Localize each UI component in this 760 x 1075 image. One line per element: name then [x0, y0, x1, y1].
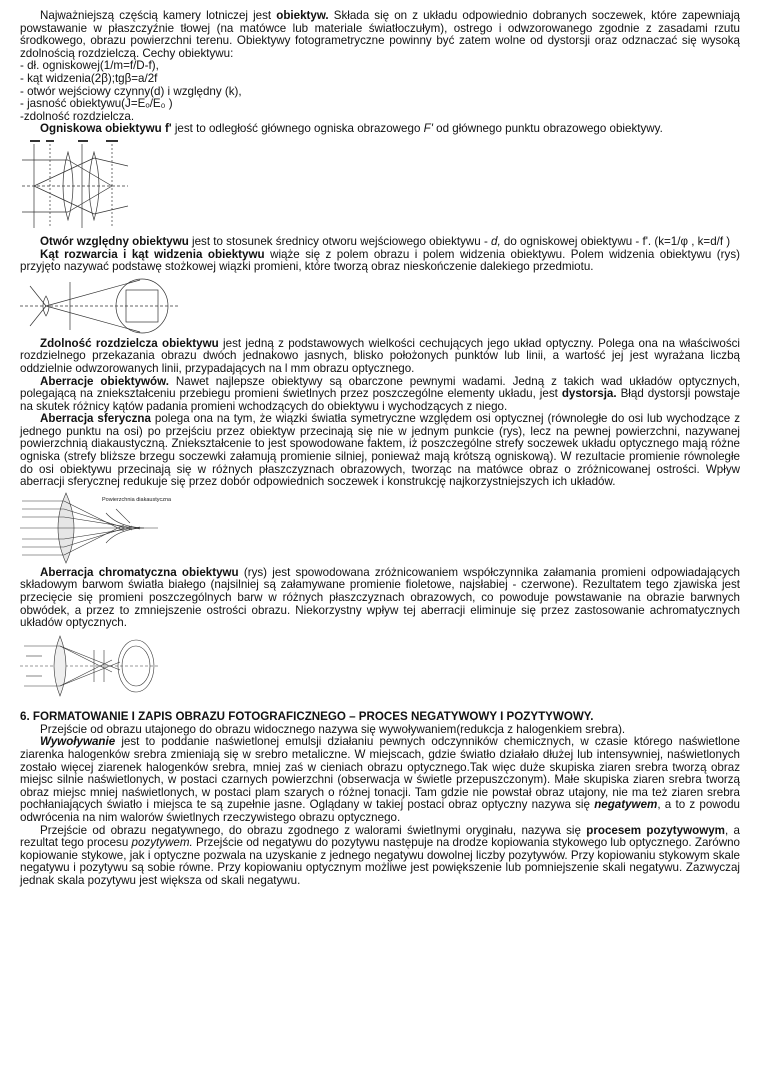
aberrations-paragraph	[20, 376, 740, 414]
intro-text-2: Składa się on z układu odpowiednio dobranych soczewek, które zapewniają powstawanie w płaszczyźnie tłowej (na matówce lub materiale światłoczułym), ostrego i odwzorowanego zgodnie z zasadami rzutu środkowego, obrazu powierzchni terenu. Obiektywy fotogrametryczne powinny być zatem wolne od dystorsji oraz odznaczać się wysoką zdolnością rozdzielczą. Cechy obiektywu:	[20, 9, 740, 60]
development-paragraph: Przejście od obrazu utajonego do obrazu widocznego nazywa się wywoływaniem(redukcja z halogenkiem srebra).	[40, 722, 626, 736]
spherical-text: polega ona na tym, że wiązki światła symetryczne względem osi optycznej (równoległe do osi lub wychodzące z jednego punktu na osi) po przejściu przez obiektyw przecinają się nie w jednym punkcie (rys), lecz na pewnej powierzchni, nazywanej powierzchnią diakaustyczną. Zniekształcenie to jest spowodowane faktem, iż poszczególne strefy soczewek układu optycznego mają różne ogniska (strefy bliższe brzegu soczewki załamują promienie silniej, ponieważ mają krótszą ogniskową). W rezultacie promienie równoległe do osi obiektywu przecinają się w różnych płaszczyznach obrazowych, tworząc na matówce obraz o zróżnicowanej ostrości. Wpływ aberracji sferycznej redukuje się przez dobór odpowiednich soczewek i konstrukcję najkorzystniejszych ich układów.	[20, 412, 740, 489]
aperture-text-2: do ogniskowej obiektywu - f'. (k=1/φ , k=d/f )	[500, 234, 731, 248]
negative-term: negatywem	[594, 798, 658, 812]
focal-length-figure	[20, 138, 130, 234]
feature-item: -zdolność rozdzielcza.	[20, 109, 135, 123]
focal-term: Ogniskowa obiektywu f'	[40, 122, 172, 136]
focal-text-1: jest to odległość głównego ogniska obrazowego	[171, 122, 424, 136]
aperture-text-1: jest to stosunek średnicy otworu wejściowego obiektywu -	[188, 234, 492, 248]
positive-italic: pozytywem.	[131, 836, 193, 850]
feature-item: - jasność obiektywu(J=Eₒ/E₀ )	[20, 97, 173, 111]
focal-italic: F'	[423, 122, 433, 136]
positive-process-paragraph	[20, 825, 740, 888]
positive-text-1: Przejście od obrazu negatywnego, do obrazu zgodnego z walorami świetlnymi oryginału, nazywa się	[40, 823, 587, 837]
resolution-paragraph	[20, 338, 740, 376]
wywolywanie-term: Wywoływanie	[40, 735, 116, 749]
field-angle-term: Kąt rozwarcia i kąt widzenia obiektywu	[40, 247, 265, 261]
spherical-aberration-paragraph	[20, 413, 740, 489]
positive-text-2: , a rezultat tego procesu	[20, 823, 741, 850]
resolution-text: jest jedną z podstawowych wielkości cechujących jego układ optyczny. Polega ona na właściwości rozdzielnego przekazania obrazu dwóch jednakowo jasnych, blisko położonych punktów lub linii, a wartość jej jest wyrażana liczbą oddzielnie odwzorowanych linii, przypadających na l mm obrazu optycznego.	[20, 336, 740, 375]
intro-paragraph	[20, 0, 740, 60]
wywolywanie-text-2: , a to z powodu odwrócenia na nim walorów świetlnych rzeczywistego obrazu optycznego.	[20, 798, 741, 824]
intro-text-1: Najważniejszą częścią kamery lotniczej jest	[40, 9, 277, 22]
spherical-aberration-figure	[20, 491, 172, 565]
aperture-term: Otwór względny obiektywu	[40, 234, 189, 248]
wywolywanie-paragraph	[20, 736, 740, 824]
field-angle-paragraph	[20, 249, 740, 274]
feature-item: - otwór wejściowy czynny(d) i względny (k),	[20, 84, 242, 98]
spherical-term: Aberracja sferyczna	[40, 412, 151, 426]
chromatic-term: Aberracja chromatyczna obiektywu	[40, 565, 239, 579]
section-title: 6. FORMATOWANIE I ZAPIS OBRAZU FOTOGRAFICZNEGO – PROCES NEGATYWOWY I POZYTYWOWY.	[20, 709, 594, 723]
focal-length-paragraph	[20, 123, 740, 136]
positive-process-term: procesem pozytywowym	[586, 823, 725, 837]
aperture-italic: d,	[491, 234, 501, 248]
aberrations-text-1: Nawet najlepsze obiektywy są obarczone pewnymi wadami. Jedną z takich wad układów optycznych, polegającą na zniekształceniu przebiegu promieni świetlnych przez poszczególne elementy układu, jest	[20, 374, 740, 401]
distortion-term: dystorsja.	[561, 387, 617, 401]
intro-bold-term: obiektyw.	[276, 9, 329, 22]
aberrations-term: Aberracje obiektywów.	[40, 374, 169, 388]
positive-text-3: Przejście od negatywu do pozytywu następuje na drodze kopiowania stykowego lub optycznego. Zarówno kopiowanie stykowe, jak i optyczne pozwala na uzyskanie z jednego negatywu dowolnej liczby pozytywów. Przy kopiowaniu stykowym skale negatywu i pozytywu są sobie równe. Przy kopiowaniu optycznym możliwe jest powiększenie lub pomniejszenie skali negatywu. Zazwyczaj jednak skala pozytywu jest większa od skali negatywu.	[20, 836, 740, 887]
wywolywanie-text-1: jest to poddanie naświetlonej emulsji działaniu pewnych odczynników chemicznych, w czasie którego naświetlone ziarenka halogenków srebra zmieniają się w srebro metaliczne. W miejscach, gdzie światło działało dłużej lub intensywniej, naświetlonych zostało więcej ziarenek halogenków srebra, mniej zaś w cieniach obrazu optycznego.Tak więc duże skupiska ziaren srebra tworzą obraz miejsc silnie naświetlonych, w postaci czarnych powierzchni (obserwacja w świetle przepuszczonym). Małe skupiska ziaren srebra tworzą obraz miejsc mniej naświetlonych, w postaci plam szarych o różnej tonacji. Tam gdzie nie powstał obraz utajony, nie ma też ziaren srebra pochłaniających światło i miejsca te są zupełnie jasne. Oglądany w takiej postaci obraz optyczny nazywa się	[20, 735, 740, 812]
field-angle-text: wiąże się z polem obrazu i polem widzenia obiektywu. Polem widzenia obiektywu (rys) przyjęto nazywać podstawę stożkowej wiązki promieni, które tworzą obraz nieskończenie dalekiego przedmiotu.	[20, 247, 740, 274]
focal-text-2: od głównego punktu obrazowego obiektywy.	[432, 122, 663, 136]
chromatic-aberration-figure	[20, 632, 160, 698]
resolution-term: Zdolność rozdzielcza obiektywu	[40, 336, 219, 350]
chromatic-text: (rys) jest spowodowana zróżnicowaniem współczynnika załamania promieni odpowiadających składowym barwom światła białego (najsilniej są załamywane promienie fioletowe, najsłabiej - czerwone). Rezultatem tego zjawiska jest przecięcie się promieni poszczególnych barw w różnych płaszczyznach obrazowych, co powoduje powstawanie na obrazie barwnych obwódek, a przez to zmniejszenie ostrości obrazu. Niekorzystny wpływ tej aberracji eliminuje się przez zastosowanie achromatycznych układów optycznych.	[20, 565, 740, 630]
chromatic-aberration-paragraph	[20, 567, 740, 630]
aberrations-text-2: Błąd dystorsji powstaje na skutek różnicy kątów padania promieni wchodzących do obiektywu i wychodzących z niego.	[20, 387, 740, 413]
field-of-view-figure	[20, 276, 180, 336]
lens-features-list	[20, 60, 740, 123]
feature-item: - kąt widzenia(2β);tgβ=a/2f	[20, 71, 158, 85]
feature-item: - dł. ogniskowej(1/m=f/D-f),	[20, 59, 159, 73]
diacaustic-surface-label: Powierzchnia diakaustyczna	[102, 496, 172, 503]
